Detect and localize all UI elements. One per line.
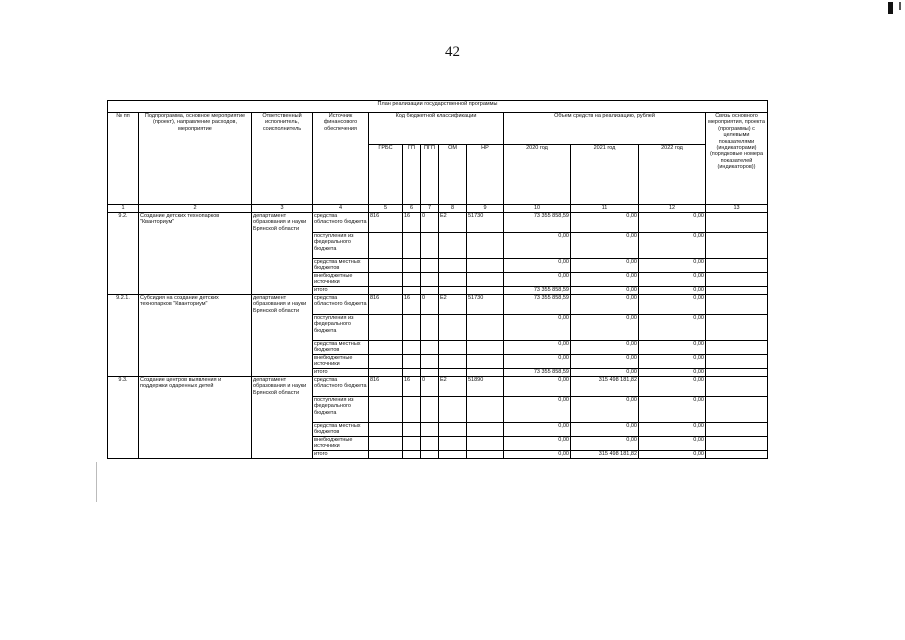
funding-source: поступления из федерального бюджета [313, 315, 369, 341]
indicator-link [706, 369, 768, 377]
amount-2022: 0,00 [639, 397, 706, 423]
column-number: 5 [369, 205, 403, 213]
program-plan-table [107, 100, 768, 459]
amount-2020: 0,00 [504, 451, 571, 459]
amount-2020: 73 355 858,59 [504, 287, 571, 295]
header-2022: 2022 год [639, 145, 706, 205]
code-nr [467, 341, 504, 355]
code-gp [403, 437, 421, 451]
amount-2020: 0,00 [504, 397, 571, 423]
code-grbs [369, 397, 403, 423]
amount-2020: 0,00 [504, 259, 571, 273]
amount-2020: 0,00 [504, 437, 571, 451]
code-nr [467, 315, 504, 341]
code-pgp [421, 259, 439, 273]
section-number: 9.3. [108, 377, 139, 459]
header-2020: 2020 год [504, 145, 571, 205]
amount-2022: 0,00 [639, 355, 706, 369]
amount-2020: 0,00 [504, 315, 571, 341]
column-number: 4 [313, 205, 369, 213]
code-grbs [369, 423, 403, 437]
code-om [439, 397, 467, 423]
code-pgp [421, 273, 439, 287]
amount-2022: 0,00 [639, 259, 706, 273]
funding-source: внебюджетные источники [313, 273, 369, 287]
indicator-link [706, 259, 768, 273]
code-grbs [369, 451, 403, 459]
code-grbs [369, 369, 403, 377]
amount-2022: 0,00 [639, 437, 706, 451]
funding-source: средства областного бюджета [313, 377, 369, 397]
column-number: 2 [139, 205, 252, 213]
code-om [439, 341, 467, 355]
indicator-link [706, 341, 768, 355]
code-gp [403, 397, 421, 423]
code-pgp: 0 [421, 377, 439, 397]
amount-2020: 73 355 858,59 [504, 295, 571, 315]
scan-mark [888, 2, 893, 14]
column-number: 1 [108, 205, 139, 213]
header-responsible: Ответственный исполнитель, соисполнитель [252, 113, 313, 205]
funding-source: поступления из федерального бюджета [313, 397, 369, 423]
code-om [439, 315, 467, 341]
code-nr [467, 423, 504, 437]
indicator-link [706, 233, 768, 259]
header-om: ОМ [439, 145, 467, 205]
amount-2021: 0,00 [571, 259, 639, 273]
amount-2021: 0,00 [571, 397, 639, 423]
funding-source: средства областного бюджета [313, 295, 369, 315]
table-row [108, 213, 768, 233]
header-volume: Объем средств на реализацию, рублей [504, 113, 706, 145]
indicator-link [706, 295, 768, 315]
code-grbs [369, 437, 403, 451]
amount-2022: 0,00 [639, 233, 706, 259]
amount-2020: 0,00 [504, 233, 571, 259]
code-gp [403, 233, 421, 259]
table-body [108, 213, 768, 459]
header-2021: 2021 год [571, 145, 639, 205]
section-name: Субсидия на создание детских технопарков "Кванториум" [139, 295, 252, 377]
section-responsible: департамент образования и науки Брянской области [252, 295, 313, 377]
code-om [439, 423, 467, 437]
code-nr [467, 273, 504, 287]
code-gp [403, 273, 421, 287]
amount-2020: 0,00 [504, 273, 571, 287]
amount-2021: 0,00 [571, 295, 639, 315]
code-nr [467, 355, 504, 369]
amount-2021: 0,00 [571, 273, 639, 287]
amount-2022: 0,00 [639, 287, 706, 295]
code-grbs: 816 [369, 377, 403, 397]
amount-2021: 0,00 [571, 369, 639, 377]
code-pgp [421, 233, 439, 259]
code-nr: 51890 [467, 377, 504, 397]
code-gp [403, 369, 421, 377]
table-title: План реализации государственной программы [108, 101, 768, 113]
code-nr [467, 451, 504, 459]
funding-source: внебюджетные источники [313, 437, 369, 451]
code-pgp [421, 423, 439, 437]
header-link: Связь основного мероприятия, проекта (программы) с целевыми показателями (индикаторами) (порядковые номера показателей (индикаторов)) [706, 113, 768, 205]
code-om [439, 369, 467, 377]
amount-2022: 0,00 [639, 295, 706, 315]
funding-source: средства областного бюджета [313, 213, 369, 233]
code-om [439, 273, 467, 287]
column-number: 12 [639, 205, 706, 213]
code-om [439, 233, 467, 259]
amount-2022: 0,00 [639, 377, 706, 397]
code-gp [403, 259, 421, 273]
funding-source: средства местных бюджетов [313, 259, 369, 273]
scan-artifact-line [96, 462, 97, 502]
amount-2020: 0,00 [504, 423, 571, 437]
amount-2021: 0,00 [571, 437, 639, 451]
code-grbs [369, 233, 403, 259]
code-grbs [369, 355, 403, 369]
code-om [439, 287, 467, 295]
indicator-link [706, 437, 768, 451]
code-pgp [421, 341, 439, 355]
column-number-row [108, 205, 768, 213]
column-number: 10 [504, 205, 571, 213]
code-nr: 51730 [467, 295, 504, 315]
code-pgp [421, 287, 439, 295]
code-gp: 16 [403, 295, 421, 315]
section-responsible: департамент образования и науки Брянской области [252, 213, 313, 295]
column-number: 13 [706, 205, 768, 213]
amount-2021: 315 498 181,82 [571, 451, 639, 459]
amount-2020: 0,00 [504, 355, 571, 369]
header-gp: ГП [403, 145, 421, 205]
code-pgp [421, 437, 439, 451]
amount-2021: 0,00 [571, 315, 639, 341]
amount-2022: 0,00 [639, 423, 706, 437]
amount-2022: 0,00 [639, 273, 706, 287]
indicator-link [706, 213, 768, 233]
indicator-link [706, 355, 768, 369]
indicator-link [706, 451, 768, 459]
code-nr: 51730 [467, 213, 504, 233]
header-nr: НР [467, 145, 504, 205]
funding-source: итого [313, 287, 369, 295]
amount-2022: 0,00 [639, 213, 706, 233]
column-number: 6 [403, 205, 421, 213]
code-pgp [421, 451, 439, 459]
code-om: Е2 [439, 213, 467, 233]
section-number: 9.2. [108, 213, 139, 295]
column-number: 8 [439, 205, 467, 213]
code-grbs [369, 287, 403, 295]
code-grbs: 816 [369, 213, 403, 233]
funding-source: средства местных бюджетов [313, 423, 369, 437]
code-om [439, 259, 467, 273]
code-pgp: 0 [421, 213, 439, 233]
table-row [108, 295, 768, 315]
code-gp: 16 [403, 213, 421, 233]
page-number: 42 [445, 44, 460, 60]
table-row [108, 377, 768, 397]
funding-source: поступления из федерального бюджета [313, 233, 369, 259]
code-pgp [421, 397, 439, 423]
code-pgp [421, 315, 439, 341]
column-number: 7 [421, 205, 439, 213]
header-grbs: ГРБС [369, 145, 403, 205]
amount-2020: 0,00 [504, 341, 571, 355]
code-om [439, 437, 467, 451]
amount-2021: 0,00 [571, 423, 639, 437]
funding-source: итого [313, 451, 369, 459]
code-gp [403, 355, 421, 369]
code-nr [467, 287, 504, 295]
code-gp [403, 315, 421, 341]
code-grbs [369, 273, 403, 287]
indicator-link [706, 423, 768, 437]
amount-2021: 0,00 [571, 355, 639, 369]
amount-2020: 73 355 858,59 [504, 213, 571, 233]
indicator-link [706, 315, 768, 341]
amount-2021: 0,00 [571, 287, 639, 295]
header-subprogram: Подпрограмма, основное мероприятие (проект), направление расходов, мероприятие [139, 113, 252, 205]
funding-source: внебюджетные источники [313, 355, 369, 369]
section-responsible: департамент образования и науки Брянской области [252, 377, 313, 459]
amount-2022: 0,00 [639, 369, 706, 377]
code-om [439, 451, 467, 459]
code-nr [467, 259, 504, 273]
code-nr [467, 397, 504, 423]
code-pgp: 0 [421, 295, 439, 315]
code-nr [467, 233, 504, 259]
funding-source: итого [313, 369, 369, 377]
amount-2022: 0,00 [639, 341, 706, 355]
code-grbs: 816 [369, 295, 403, 315]
code-gp [403, 451, 421, 459]
code-gp [403, 341, 421, 355]
section-name: Создание центров выявления и поддержки одаренных детей [139, 377, 252, 459]
code-pgp [421, 355, 439, 369]
header-pgp: ПГП [421, 145, 439, 205]
code-om: Е2 [439, 295, 467, 315]
section-name: Создание детских технопарков "Кванториум" [139, 213, 252, 295]
code-om: Е2 [439, 377, 467, 397]
column-number: 11 [571, 205, 639, 213]
header-source: Источник финансового обеспечения [313, 113, 369, 205]
indicator-link [706, 377, 768, 397]
header-num: № пп [108, 113, 139, 205]
indicator-link [706, 273, 768, 287]
amount-2021: 0,00 [571, 213, 639, 233]
amount-2021: 0,00 [571, 233, 639, 259]
indicator-link [706, 287, 768, 295]
code-pgp [421, 369, 439, 377]
code-nr [467, 369, 504, 377]
code-gp [403, 287, 421, 295]
code-gp: 16 [403, 377, 421, 397]
code-grbs [369, 341, 403, 355]
code-nr [467, 437, 504, 451]
section-number: 9.2.1. [108, 295, 139, 377]
indicator-link [706, 397, 768, 423]
code-gp [403, 423, 421, 437]
code-grbs [369, 259, 403, 273]
amount-2021: 315 498 181,82 [571, 377, 639, 397]
column-number: 9 [467, 205, 504, 213]
column-number: 3 [252, 205, 313, 213]
funding-source: средства местных бюджетов [313, 341, 369, 355]
header-budget-code: Код бюджетной классификации [369, 113, 504, 145]
code-grbs [369, 315, 403, 341]
amount-2022: 0,00 [639, 315, 706, 341]
scan-mark-small [899, 2, 901, 10]
amount-2022: 0,00 [639, 451, 706, 459]
code-om [439, 355, 467, 369]
amount-2021: 0,00 [571, 341, 639, 355]
amount-2020: 0,00 [504, 377, 571, 397]
amount-2020: 73 355 858,59 [504, 369, 571, 377]
